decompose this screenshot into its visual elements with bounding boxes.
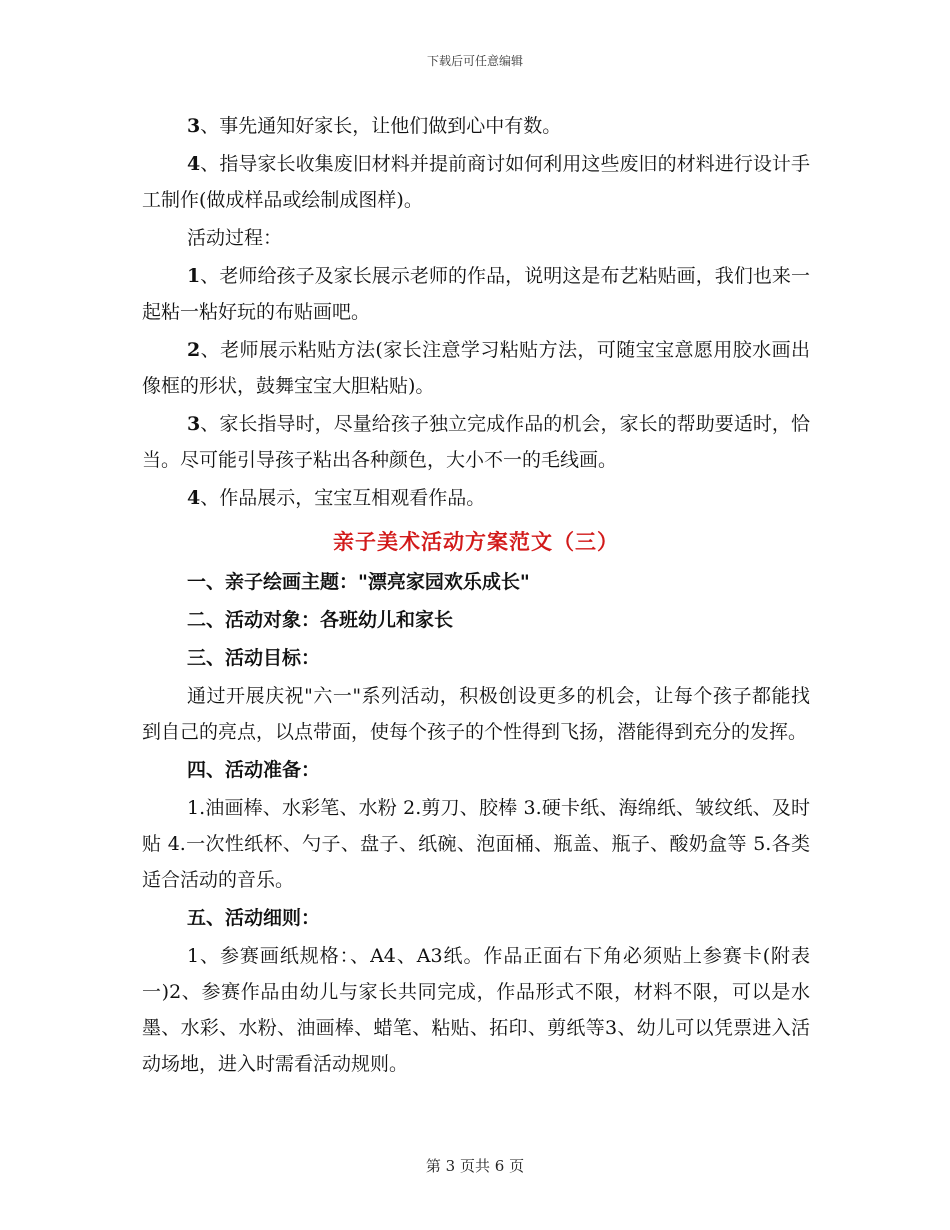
process-item-3: 3、家长指导时，尽量给孩子独立完成作品的机会，家长的帮助要适时，恰当。尽可能引导孩子粘出各种颜色，大小不一的毛线画。 — [142, 413, 810, 471]
process-item-1: 1、老师给孩子及家长展示老师的作品，说明这是布艺粘贴画，我们也来一起粘一粘好玩的布贴画吧。 — [142, 265, 810, 323]
rules-text: 1、参赛画纸规格：、A4、A3纸。作品正面右下角必须贴上参赛卡(附表一)2、参赛作品由幼儿与家长共同完成，作品形式不限，材料不限，可以是水墨、水彩、水粉、油画棒、蜡笔、粘贴、拓印、剪纸等3、幼儿可以凭票进入活动场地，进入时需看活动规则。 — [142, 945, 810, 1075]
goals-text: 通过开展庆祝"六一"系列活动，积极创设更多的机会，让每个孩子都能找到自己的亮点，以点带面，使每个孩子的个性得到飞扬，潜能得到充分的发挥。 — [142, 685, 810, 743]
heading-rules: 五、活动细则： — [187, 907, 321, 929]
document-body — [142, 108, 810, 1084]
heading-theme: 一、亲子绘画主题："漂亮家园欢乐成长" — [187, 571, 530, 593]
prep-item-4: 4、指导家长收集废旧材料并提前商讨如何利用这些废旧的材料进行设计手工制作(做成样品或绘制成图样)。 — [142, 153, 810, 211]
prep-item-3: 3、事先通知好家长，让他们做到心中有数。 — [187, 115, 562, 137]
process-item-2: 2、老师展示粘贴方法(家长注意学习粘贴方法，可随宝宝意愿用胶水画出像框的形状，鼓舞宝宝大胆粘贴)。 — [142, 339, 810, 397]
heading-preparation: 四、活动准备： — [187, 759, 321, 781]
page-footer: 第 3 页共 6 页 — [425, 1157, 525, 1175]
process-item-4: 4、作品展示，宝宝互相观看作品。 — [187, 487, 486, 509]
section-title: 亲子美术活动方案范文（三） — [333, 529, 619, 554]
process-label: 活动过程： — [187, 227, 283, 249]
page-header: 下载后可任意编辑 — [426, 54, 523, 68]
heading-goals: 三、活动目标： — [187, 647, 321, 669]
heading-participants: 二、活动对象：各班幼儿和家长 — [187, 609, 454, 631]
preparation-text: 1.油画棒、水彩笔、水粉 2.剪刀、胶棒 3.硬卡纸、海绵纸、皱纹纸、及时贴 4.一次性纸杯、勺子、盘子、纸碗、泡面桶、瓶盖、瓶子、酸奶盒等 5.各类适合活动的音乐。 — [142, 797, 810, 891]
